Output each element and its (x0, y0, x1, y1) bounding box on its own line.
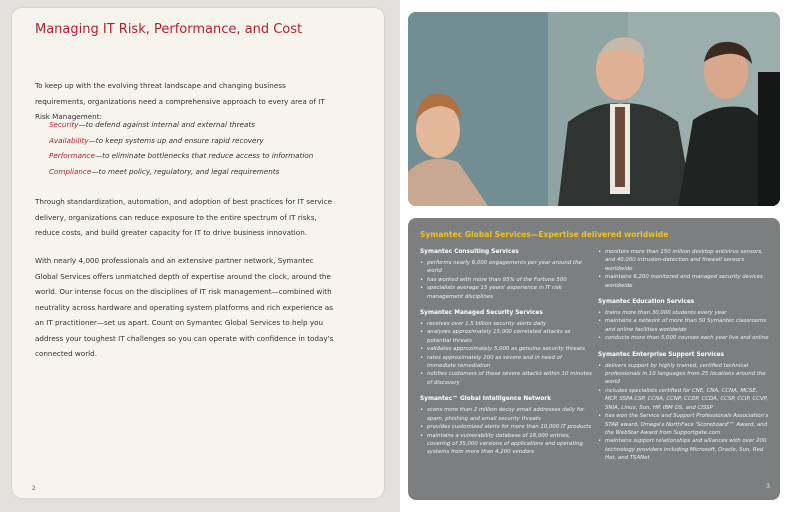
photo-illustration (408, 12, 780, 206)
services-column-right (598, 248, 770, 471)
list-item: • trains more than 30,000 students every year (598, 309, 770, 317)
list-item: • conducts more than 5,000 courses each year live and online (598, 334, 770, 342)
list-item: • validates approximately 5,000 as genuine security threats (420, 345, 592, 353)
list-item: • notifies customers of these severe attacks within 10 minutes of discovery (420, 370, 592, 387)
list-item: • analyzes approximately 15,000 correlated attacks as potential threats (420, 328, 592, 345)
professionals-paragraph: With nearly 4,000 professionals and an extensive partner network, Symantec Global Services offers unmatched depth of expertise around the clock, around the world. Our intense focus on the disciplines of IT risk management—combined with neutrality across hardware and operating system platforms and rich experience as an IT practitioner—set us apart. Count on Symantec Global Services to help you address your toughest IT challenges so you can operate with confidence in today's connected world. (35, 256, 334, 358)
risk-description: —to defend against internal and external threats (78, 120, 255, 129)
list-item (49, 148, 313, 164)
page-number: 2 (32, 486, 36, 492)
list-item (49, 117, 313, 133)
section-heading: Symantec Managed Security Services (420, 310, 543, 317)
list-item: • specialists average 15 years' experience in IT risk management disciplines (420, 284, 592, 301)
standardization-paragraph: Through standardization, automation, and adoption of best practices for IT service delivery, organizations can reduce exposure to the entire spectrum of IT risks, reduce costs, and build greater capacity for IT to drive business innovation. (35, 197, 333, 237)
list-item: • scans more than 2 million decoy email addresses daily for spam, phishing and email security threats (420, 406, 592, 423)
list-item: • provides customized alerts for more than 10,000 IT products (420, 423, 592, 431)
education-list (598, 309, 770, 343)
list-item: • includes specialists certified for CNE, CNA, CCNA, MCSE, MCP, SSPA CSP, CCNA, CCNP, CCDP, CCDA, CCSP, CCIP, CCVP, SNIA, Linux, Sun, HP, IBM OS, and CISSP (598, 387, 770, 412)
right-page (400, 0, 792, 512)
section-heading: Symantec Consulting Services (420, 249, 519, 255)
left-page (12, 8, 384, 498)
section-heading: Symantec™ Global Intelligence Network (420, 396, 551, 403)
risk-description: —to keep systems up and ensure rapid recovery (88, 135, 264, 145)
list-item: • rates approximately 200 as severe and in need of immediate remediation (420, 354, 592, 371)
risk-term: Compliance (49, 166, 92, 176)
section-heading: Symantec Enterprise Support Services (598, 351, 725, 358)
page-number: 3 (766, 483, 770, 490)
intelligence-network-list (420, 406, 592, 456)
intro-paragraph: To keep up with the evolving threat landscape and changing business requirements, organizations need a comprehensive approach to every area of IT Risk Management: (35, 81, 325, 121)
business-meeting-photo (408, 12, 780, 206)
list-item: • maintains 6,200 monitored and managed security devices worldwide (598, 273, 770, 290)
list-item: • performs nearly 6,000 engagements per year around the world (420, 259, 592, 276)
services-panel (408, 218, 780, 500)
list-item: • maintains support relationships and alliances with over 200 technology providers including Microsoft, Oracle, Sun, Red Hat, and TSANet (598, 437, 770, 462)
managed-security-list (420, 320, 592, 387)
risk-description: —to meet policy, regulatory, and legal requirements (91, 166, 280, 176)
services-column-left (420, 248, 592, 465)
list-item: • delivers support by highly trained, certified technical professionals in 10 languages from 25 locations around the world (598, 362, 770, 387)
list-item: • maintains a network of more than 50 Symantec classrooms and online facilities worldwide (598, 317, 770, 334)
panel-title: Symantec Global Services—Expertise delivered worldwide (420, 230, 669, 239)
list-item (49, 164, 313, 180)
risk-description: —to eliminate bottlenecks that reduce access to information (94, 151, 314, 160)
section-heading: Symantec Education Services (598, 299, 695, 306)
risk-areas-list (49, 117, 313, 179)
risk-term: Performance (49, 151, 95, 160)
list-item: • has won the Service and Support Professionals Association's STAR award, Omega's NorthFace 'Scoreboard'™ Award, and the WebStar Award from Supportgate.com (598, 412, 770, 437)
list-item: • receives over 1.5 billion security alerts daily (420, 320, 592, 328)
consulting-list (420, 259, 592, 301)
list-item: • monitors more than 150 million desktop antivirus sensors, and 40,000 intrusion-detection and firewall sensors worldwide (598, 248, 770, 273)
list-item (49, 133, 313, 149)
enterprise-support-list (598, 362, 770, 463)
page-title: Managing IT Risk, Performance, and Cost (35, 22, 303, 37)
intelligence-network-continued-list (598, 248, 770, 290)
list-item: • has worked with more than 95% of the Fortune 500 (420, 276, 592, 284)
risk-term: Availability (49, 135, 89, 145)
list-item: • maintains a vulnerability database of 18,000 entries, covering of 35,000 versions of applications and operating systems from more than 4,200 vendors (420, 432, 592, 457)
risk-term: Security (49, 120, 79, 129)
